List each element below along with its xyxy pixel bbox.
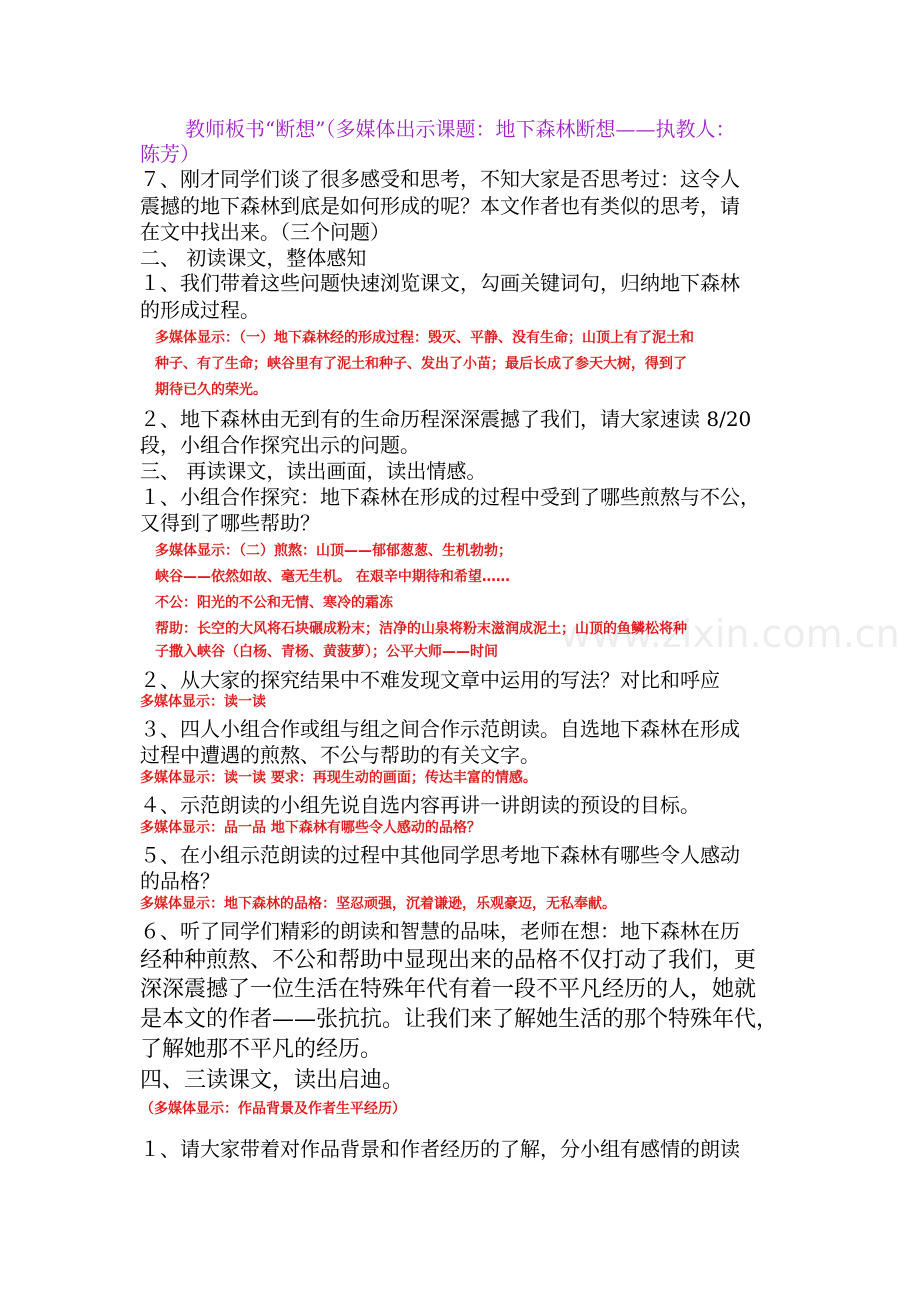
section-3-heading: 三、 再读课文，读出画面，读出情感。 — [140, 459, 487, 483]
section-3-item-2: ２、从大家的探究结果中不难发现文章中运用的写法？对比和呼应 — [140, 668, 720, 692]
section-3-item-1-line-2: 又得到了哪些帮助？ — [140, 511, 320, 535]
section-3-item-3-line-1: ３、四人小组合作或组与组之间合作示范朗读。自选地下森林在形成 — [140, 717, 740, 741]
section-3-item-3-line-2: 过程中遭遇的煎熬、不公与帮助的有关文字。 — [140, 743, 540, 767]
multimedia-note-2-line-1: 多媒体显示：（二）煎熬：山顶——郁郁葱葱、生机勃勃； — [155, 543, 512, 559]
board-title-line-2: 陈芳） — [140, 142, 200, 166]
section-4-item-1: １、请大家带着对作品背景和作者经历的了解，分小组有感情的朗读 — [140, 1137, 740, 1161]
multimedia-note-6: 多媒体显示：地下森林的品格：坚忍顽强，沉着谦逊，乐观豪迈，无私奉献。 — [140, 896, 616, 912]
multimedia-note-5: 多媒体显示：品一品 地下森林有哪些令人感动的品格？ — [140, 820, 481, 836]
paragraph-7-line-1: ７、刚才同学们谈了很多感受和思考，不知大家是否思考过：这令人 — [140, 167, 740, 191]
multimedia-note-2-line-2: 峡谷——依然如故、毫无生机。 在艰辛中期待和希望…… — [155, 569, 510, 585]
section-3-item-6-line-4: 是本文的作者——张抗抗。让我们来了解她生活的那个特殊年代， — [140, 1007, 779, 1032]
multimedia-note-2-line-3: 不公：阳光的不公和无情、寒冷的霜冻 — [155, 595, 393, 611]
section-4-heading: 四、三读课文，读出启迪。 — [140, 1068, 405, 1093]
section-3-item-5-line-1: ５、在小组示范朗读的过程中其他同学思考地下森林有哪些令人感动 — [140, 843, 740, 867]
watermark: www.zixin.com.cn — [560, 612, 900, 656]
board-title-line-1: 教师板书“断想”（多媒体出示课题：地下森林断想——执教人： — [185, 117, 736, 141]
section-3-item-4: ４、示范朗读的小组先说自选内容再讲一讲朗读的预设的目标。 — [140, 793, 700, 817]
multimedia-note-2-line-5: 子撒入峡谷（白杨、青杨、黄菠萝）；公平大师——时间 — [155, 644, 498, 660]
section-3-item-6-line-3: 深深震撼了一位生活在特殊年代有着一段不平凡经历的人，她就 — [140, 977, 757, 1002]
section-3-item-5-line-2: 的品格？ — [140, 869, 220, 893]
multimedia-note-2-line-4: 帮助：长空的大风将石块碾成粉末；洁净的山泉将粉末滋润成泥土；山顶的鱼鳞松将种 — [155, 621, 687, 637]
multimedia-note-4: 多媒体显示：读一读 要求：再现生动的画面；传达丰富的情感。 — [140, 770, 537, 786]
section-2-heading: 二、 初读课文，整体感知 — [140, 246, 367, 270]
section-2-item-1-line-1: １、我们带着这些问题快速浏览课文，勾画关键词句，归纳地下森林 — [140, 271, 740, 295]
paragraph-7-line-2: 震撼的地下森林到底是如何形成的呢？本文作者也有类似的思考，请 — [140, 194, 740, 218]
section-3-item-6-line-2: 经种种煎熬、不公和帮助中显现出来的品格不仅打动了我们，更 — [140, 948, 757, 973]
section-3-item-6-line-5: 了解她那不平凡的经历。 — [140, 1037, 383, 1062]
section-3-item-1-line-1: １、小组合作探究：地下森林在形成的过程中受到了哪些煎熬与不公， — [140, 485, 760, 509]
multimedia-note-7: （多媒体显示：作品背景及作者生平经历） — [140, 1101, 406, 1117]
paragraph-7-line-3: 在文中找出来。（三个问题） — [140, 220, 390, 244]
section-2-item-2-line-1: ２、地下森林由无到有的生命历程深深震撼了我们，请大家速读 8/20 — [140, 407, 752, 431]
section-2-item-1-line-2: 的形成过程。 — [140, 298, 260, 322]
multimedia-note-1-line-2: 种子、有了生命；峡谷里有了泥土和种子、发出了小苗；最后长成了参天大树，得到了 — [155, 356, 687, 372]
section-3-item-6-line-1: ６、听了同学们精彩的朗读和智慧的品味，老师在想：地下森林在历 — [140, 919, 740, 943]
multimedia-note-3: 多媒体显示：读一读 — [140, 694, 266, 710]
section-2-item-2-line-2: 段，小组合作探究出示的问题。 — [140, 433, 420, 457]
multimedia-note-1-line-1: 多媒体显示：（一）地下森林经的形成过程：毁灭、平静、没有生命；山顶上有了泥土和 — [155, 330, 694, 346]
multimedia-note-1-line-3: 期待已久的荣光。 — [155, 382, 267, 398]
